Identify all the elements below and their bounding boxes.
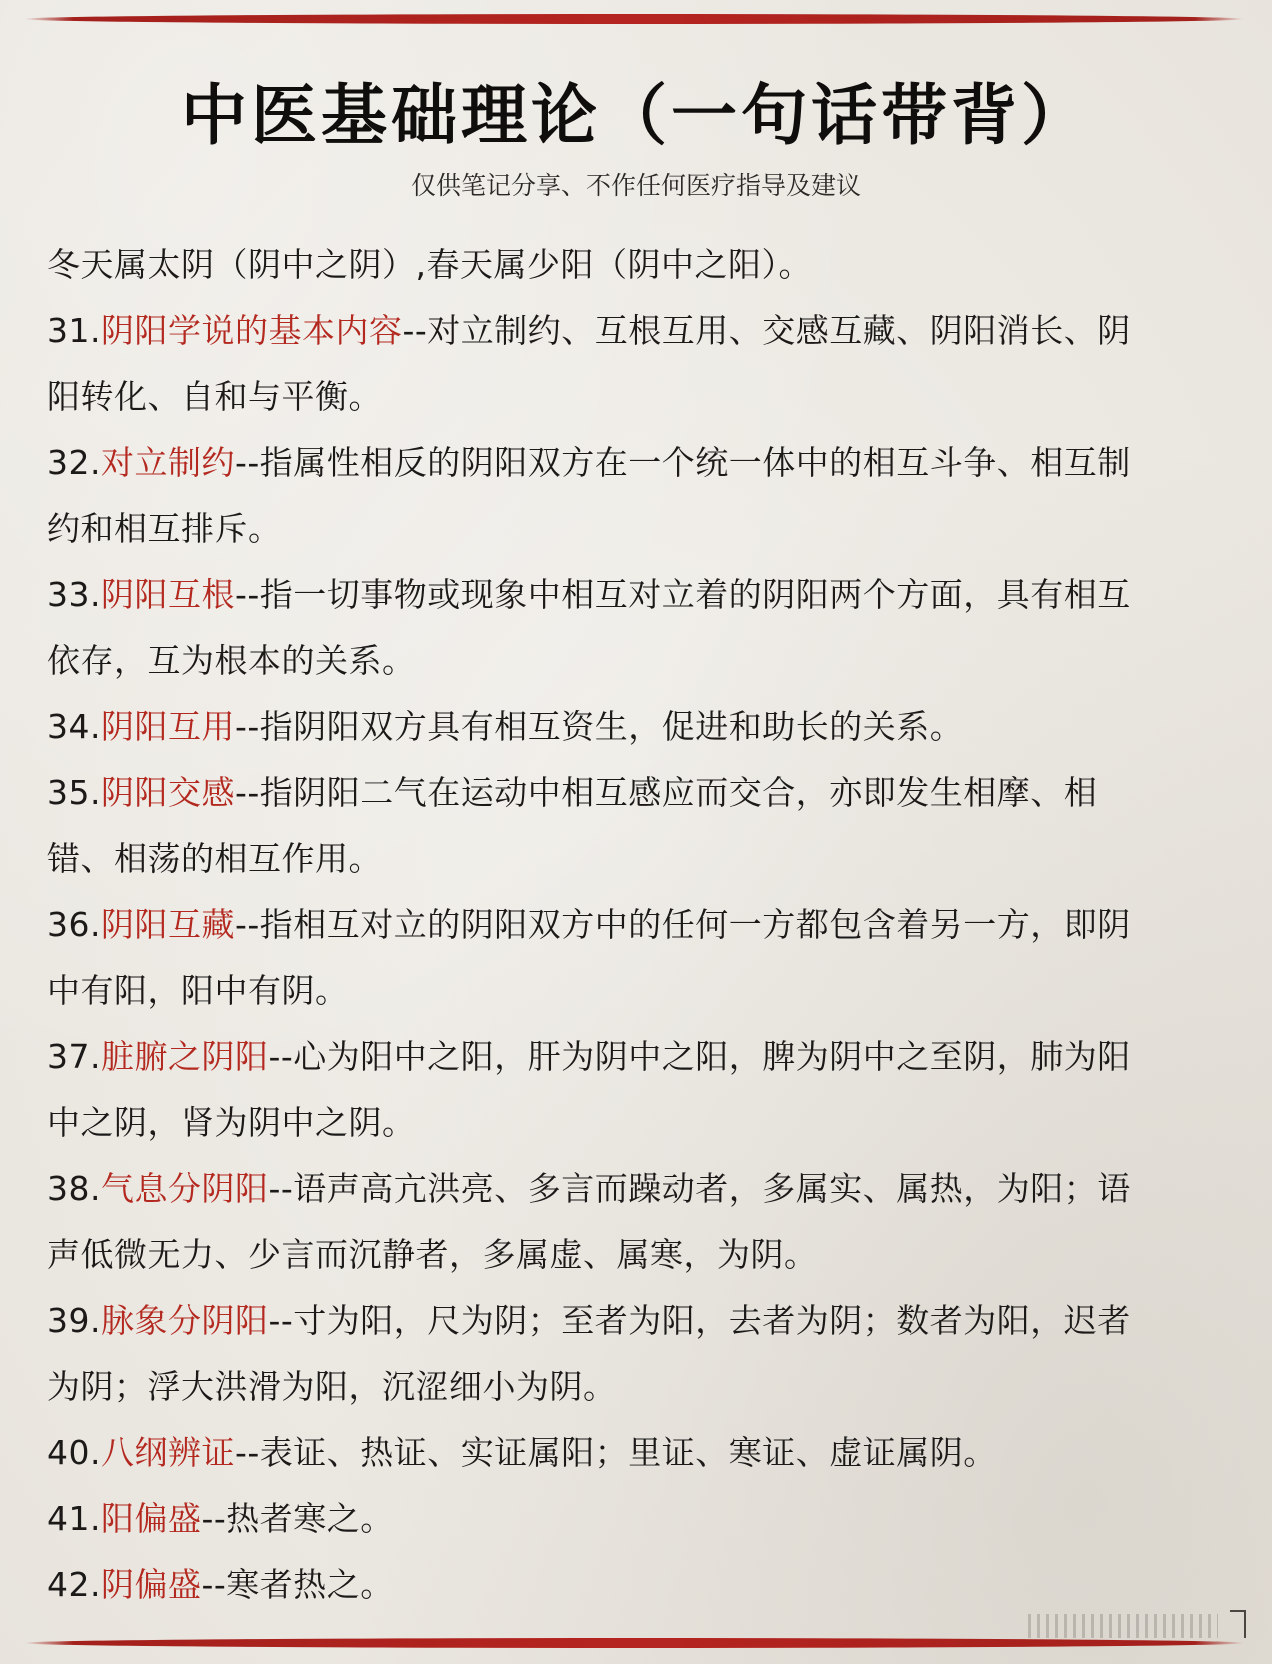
page-title: 中医基础理论（一句话带背） — [181, 77, 1091, 154]
note-text: --表证、热证、实证属阳；里证、寒证、虚证属阴。 — [234, 1433, 997, 1472]
item-number: 34. — [47, 707, 101, 746]
term-highlight: 阴阳互藏 — [100, 905, 235, 944]
note-continuation-line — [47, 232, 1227, 298]
bottom-red-rule — [24, 1638, 1244, 1648]
page-edge-marks — [1028, 1614, 1218, 1638]
note-text: 错、相荡的相互作用。 — [47, 839, 382, 878]
term-highlight: 脉象分阴阳 — [100, 1301, 269, 1340]
note-text: --对立制约、互根互用、交感互藏、阴阳消长、阴 — [402, 311, 1131, 350]
page-subtitle: 仅供笔记分享、不作任何医疗指导及建议 — [410, 171, 861, 200]
top-red-rule — [24, 14, 1244, 24]
notes-list — [47, 232, 1227, 1618]
note-text: 为阴；浮大洪滑为阳，沉涩细小为阴。 — [47, 1367, 617, 1406]
note-text: --寒者热之。 — [201, 1565, 394, 1604]
item-number: 41. — [47, 1499, 101, 1538]
note-text: --心为阳中之阳，肝为阴中之阳，脾为阴中之至阴，肺为阳 — [268, 1037, 1131, 1076]
note-text: 冬天属太阴（阴中之阴）,春天属少阳（阴中之阳）。 — [47, 245, 812, 284]
note-continuation-line — [47, 364, 1227, 430]
item-number: 37. — [47, 1037, 101, 1076]
note-continuation-line — [47, 1090, 1227, 1156]
term-highlight: 阴偏盛 — [100, 1565, 202, 1604]
item-number: 32. — [47, 443, 101, 482]
note-continuation-line — [47, 958, 1227, 1024]
item-number: 36. — [47, 905, 101, 944]
note-text: --语声高亢洪亮、多言而躁动者，多属实、属热，为阳；语 — [268, 1169, 1131, 1208]
note-text: 中之阴，肾为阴中之阴。 — [47, 1103, 416, 1142]
note-text: 约和相互排斥。 — [47, 509, 282, 548]
note-item-line — [47, 430, 1227, 496]
note-item-line — [47, 1486, 1227, 1552]
term-highlight: 对立制约 — [100, 443, 235, 482]
note-text: --指阴阳双方具有相互资生，促进和助长的关系。 — [234, 707, 964, 746]
term-highlight: 阴阳互用 — [100, 707, 235, 746]
note-text: --热者寒之。 — [201, 1499, 394, 1538]
note-continuation-line — [47, 1354, 1227, 1420]
note-text: --指一切事物或现象中相互对立着的阴阳两个方面，具有相互 — [234, 575, 1131, 614]
note-continuation-line — [47, 628, 1227, 694]
term-highlight: 阴阳互根 — [100, 575, 235, 614]
note-item-line — [47, 1156, 1227, 1222]
item-number: 42. — [47, 1565, 101, 1604]
note-continuation-line — [47, 1222, 1227, 1288]
item-number: 31. — [47, 311, 101, 350]
note-item-line — [47, 760, 1227, 826]
note-text: 中有阳，阳中有阴。 — [47, 971, 349, 1010]
item-number: 35. — [47, 773, 101, 812]
note-item-line — [47, 1288, 1227, 1354]
item-number: 39. — [47, 1301, 101, 1340]
note-text: --指属性相反的阴阳双方在一个统一体中的相互斗争、相互制 — [234, 443, 1131, 482]
term-highlight: 八纲辨证 — [100, 1433, 235, 1472]
item-number: 33. — [47, 575, 101, 614]
note-item-line — [47, 892, 1227, 958]
note-text: --指阴阳二气在运动中相互感应而交合，亦即发生相摩、相 — [234, 773, 1098, 812]
term-highlight: 阴阳学说的基本内容 — [100, 311, 403, 350]
corner-mark-icon — [1230, 1610, 1246, 1638]
note-continuation-line — [47, 826, 1227, 892]
note-continuation-line — [47, 496, 1227, 562]
note-text: 声低微无力、少言而沉静者，多属虚、属寒，为阴。 — [47, 1235, 818, 1274]
note-item-line — [47, 1552, 1227, 1618]
note-item-line — [47, 1420, 1227, 1486]
note-item-line — [47, 1024, 1227, 1090]
term-highlight: 阳偏盛 — [100, 1499, 202, 1538]
term-highlight: 阴阳交感 — [100, 773, 235, 812]
note-text: 阳转化、自和与平衡。 — [47, 377, 382, 416]
note-text: 依存，互为根本的关系。 — [47, 641, 416, 680]
item-number: 38. — [47, 1169, 101, 1208]
term-highlight: 脏腑之阴阳 — [100, 1037, 269, 1076]
note-text: --指相互对立的阴阳双方中的任何一方都包含着另一方，即阴 — [234, 905, 1131, 944]
note-item-line — [47, 298, 1227, 364]
note-item-line — [47, 694, 1227, 760]
note-text: --寸为阳，尺为阴；至者为阳，去者为阴；数者为阳，迟者 — [268, 1301, 1131, 1340]
note-item-line — [47, 562, 1227, 628]
term-highlight: 气息分阴阳 — [100, 1169, 269, 1208]
item-number: 40. — [47, 1433, 101, 1472]
